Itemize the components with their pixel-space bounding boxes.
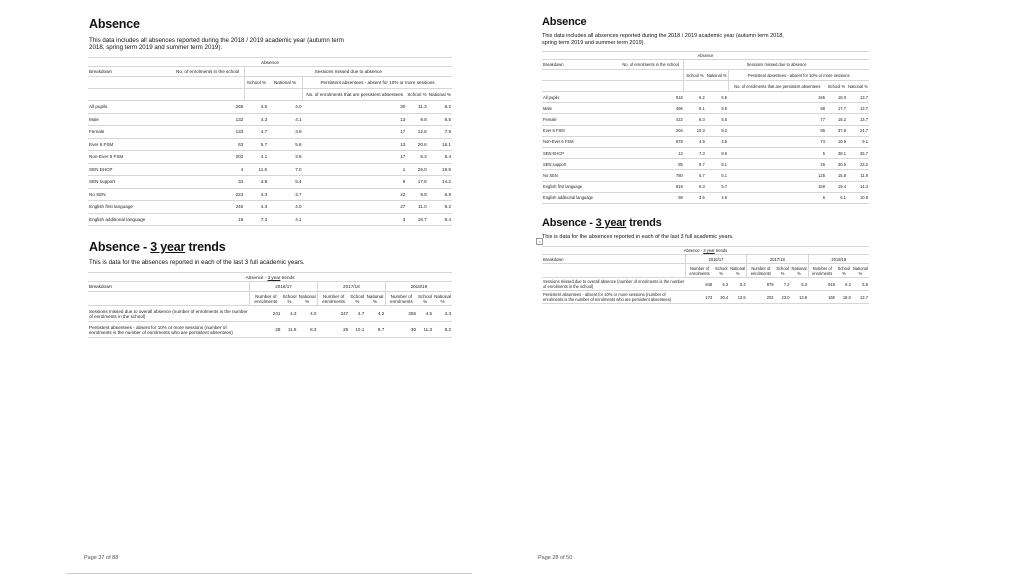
- table-row: [542, 170, 869, 181]
- cell-value: 38.1: [826, 147, 847, 158]
- cell-value: 5.4: [729, 278, 747, 291]
- row-label: Male: [88, 113, 172, 126]
- cell-value: 8.5: [428, 113, 452, 126]
- table-row: [542, 291, 869, 304]
- cell-value: 7.2: [775, 278, 791, 291]
- cell-value: 4.0: [268, 201, 302, 214]
- cell-value: 5.3: [791, 278, 809, 291]
- cell-value: 422: [618, 114, 684, 125]
- cell-value: 10.8: [847, 192, 869, 203]
- row-label: SEN EHCP: [88, 163, 172, 176]
- cell-value: 4.3: [244, 113, 268, 126]
- cell-value: 37.8: [826, 125, 847, 136]
- col-national: National %: [791, 265, 807, 276]
- cell-value: 132: [172, 113, 245, 126]
- col-breakdown: Breakdown: [88, 282, 250, 292]
- cell-value: 7.9: [428, 126, 452, 139]
- cell-value: 17: [303, 126, 407, 139]
- cell-value: 11.6: [281, 322, 297, 338]
- cell-value: 8.2: [428, 101, 452, 114]
- cell-value: 9.7: [684, 159, 706, 170]
- year-header: 2018/19: [808, 255, 869, 264]
- cell-value: 77: [728, 114, 826, 125]
- table-row: [542, 103, 869, 114]
- col-enrolments: No. of enrolments in the school: [618, 60, 684, 70]
- cell-value: 224: [172, 188, 245, 201]
- cell-value: 8.2: [428, 201, 452, 214]
- cell-value: 4.7: [349, 306, 365, 322]
- col-num: Number of enrolments: [317, 292, 349, 306]
- cell-value: 13.5: [729, 291, 747, 304]
- cell-value: 4.3: [244, 201, 268, 214]
- cell-value: 133: [172, 126, 245, 139]
- cell-value: 159: [728, 181, 826, 192]
- absence-intro: This data includes all absences reported during the 2018 / 2019 academic year (autumn term 2018, spring term 2019 and summer term 2019).: [89, 37, 344, 52]
- cell-value: 3.7: [268, 188, 302, 201]
- section-title-absence: Absence: [542, 16, 587, 28]
- cell-value: 30: [385, 322, 417, 338]
- cell-value: 13.9: [791, 291, 809, 304]
- cell-value: 26: [728, 159, 826, 170]
- cell-value: 780: [618, 170, 684, 181]
- cell-value: 18: [172, 213, 245, 226]
- cell-value: 678: [618, 136, 684, 147]
- table-row: [88, 306, 452, 322]
- col-breakdown: Breakdown: [88, 67, 172, 77]
- cell-value: 4.0: [297, 306, 317, 322]
- row-label: Male: [542, 103, 618, 114]
- col-national: National %: [298, 293, 316, 304]
- cell-value: 5.7: [706, 181, 728, 192]
- cell-value: 17.6: [406, 176, 427, 189]
- cell-value: 819: [618, 181, 684, 192]
- cell-value: 204: [618, 125, 684, 136]
- cell-value: 4.7: [244, 126, 268, 139]
- cell-value: 19.4: [826, 181, 847, 192]
- table-row: [88, 126, 452, 139]
- cell-value: 247: [317, 306, 349, 322]
- cell-value: 4.9: [684, 136, 706, 147]
- cell-value: 4.8: [244, 176, 268, 189]
- cell-value: 8.3: [297, 322, 317, 338]
- cell-value: 11.6: [244, 163, 268, 176]
- cell-value: 5.4: [428, 151, 452, 164]
- table-row: [542, 147, 869, 158]
- year-header: 2016/17: [685, 255, 746, 264]
- cell-value: 4.1: [244, 151, 268, 164]
- cell-value: 85: [618, 159, 684, 170]
- row-label: Persistent absentees - absent for 10% or more sessions (number of enrolments is the number of enrolments who are persistent absentees): [542, 291, 685, 304]
- document-page-left: [82, 0, 457, 575]
- row-label: No SEN: [542, 170, 618, 181]
- cell-value: 10.3: [684, 125, 706, 136]
- cell-value: 13.7: [847, 114, 869, 125]
- row-label: All pupils: [542, 92, 618, 103]
- cell-value: 4.0: [268, 101, 302, 114]
- cell-value: 10.1: [349, 322, 365, 338]
- cell-value: 3: [303, 213, 407, 226]
- cell-value: 23.0: [775, 291, 791, 304]
- cell-value: 25: [317, 322, 349, 338]
- cell-value: 9.8: [406, 188, 427, 201]
- cell-value: 9.8: [406, 113, 427, 126]
- cell-value: 16.7: [406, 213, 427, 226]
- trends-table-body: [542, 278, 869, 304]
- cell-value: 14.2: [428, 176, 452, 189]
- page-footer: Page 28 of 50: [538, 555, 573, 561]
- table-row: [542, 114, 869, 125]
- cell-value: 98: [618, 192, 684, 203]
- absence-table-body: [542, 92, 869, 204]
- col-school-pct2: School %: [406, 89, 427, 101]
- cell-value: 11.9: [847, 170, 869, 181]
- cell-value: 4.3: [281, 306, 297, 322]
- table-row: [542, 278, 869, 291]
- table-row: [542, 192, 869, 203]
- cell-value: 5: [728, 147, 826, 158]
- col-national: National %: [366, 293, 384, 304]
- table-row: [88, 113, 452, 126]
- cell-value: 6.3: [713, 278, 729, 291]
- col-persistent-num: No. of enrolments that are persistent absentees: [728, 81, 826, 92]
- col-num: Number of enrolments: [808, 264, 836, 278]
- col-national-pct2: National %: [847, 81, 869, 92]
- cell-value: 23.2: [847, 159, 869, 170]
- row-label: Ever 6 FSM: [542, 125, 618, 136]
- cell-value: 24.7: [847, 125, 869, 136]
- cell-value: 30.6: [826, 159, 847, 170]
- cell-value: 202: [172, 151, 245, 164]
- year-header: 2017/18: [317, 282, 385, 292]
- cell-value: 4.3: [244, 188, 268, 201]
- cell-value: 18.0: [836, 291, 852, 304]
- table-row: [88, 101, 452, 114]
- col-num: Number of enrolments: [250, 292, 282, 306]
- cell-value: 3.9: [268, 126, 302, 139]
- cell-value: 4.6: [706, 192, 728, 203]
- row-label: Female: [88, 126, 172, 139]
- cell-value: 4: [172, 163, 245, 176]
- cell-value: 74: [728, 136, 826, 147]
- cell-value: 16.1: [428, 138, 452, 151]
- cell-value: 7.3: [684, 147, 706, 158]
- cell-value: 10.9: [826, 136, 847, 147]
- table-row: [88, 151, 452, 164]
- year-header: 2016/17: [250, 282, 318, 292]
- cell-value: 4.5: [706, 136, 728, 147]
- col-num: Number of enrolments: [685, 264, 713, 278]
- cell-value: 8.1: [706, 159, 728, 170]
- cell-value: 125: [728, 170, 826, 181]
- cell-value: 4.3: [433, 306, 452, 322]
- cell-value: 6: [303, 176, 407, 189]
- cell-value: 30: [303, 101, 407, 114]
- cell-value: 173: [685, 291, 713, 304]
- cell-value: 246: [172, 201, 245, 214]
- year-header: 2017/18: [747, 255, 808, 264]
- year-header: 2018/19: [385, 282, 452, 292]
- cell-value: 11.0: [406, 201, 427, 214]
- cell-value: 27: [303, 201, 407, 214]
- cell-value: 8.6: [706, 147, 728, 158]
- cell-value: 17.7: [826, 103, 847, 114]
- cell-value: 96: [728, 125, 826, 136]
- cell-value: 7.3: [244, 213, 268, 226]
- row-label: No SEN: [88, 188, 172, 201]
- row-label: Sessions missed due to overall absence (number of enrolments is the number of enrolments in the school): [88, 306, 250, 322]
- cell-value: 20.4: [713, 291, 729, 304]
- col-school: School %: [282, 293, 297, 304]
- trends-intro: This is data for the absences reported in each of the last 3 full academic years.: [542, 234, 734, 240]
- absence-table: [542, 51, 869, 204]
- row-label: SEN support: [542, 159, 618, 170]
- cell-value: 9.1: [847, 136, 869, 147]
- row-label: English first language: [542, 181, 618, 192]
- cell-value: 13: [303, 138, 407, 151]
- table-row: [542, 136, 869, 147]
- table-caption: Absence: [542, 52, 869, 60]
- row-label: All pupils: [88, 101, 172, 114]
- cell-value: 14.3: [847, 181, 869, 192]
- cell-value: 13.7: [847, 92, 869, 103]
- cell-value: 6.3: [684, 114, 706, 125]
- absence-table: [88, 57, 452, 226]
- row-label: SEN EHCP: [542, 147, 618, 158]
- cell-value: 4.1: [268, 113, 302, 126]
- cell-value: 165: [808, 291, 836, 304]
- cell-value: 5.5: [706, 92, 728, 103]
- col-national-pct2: National %: [428, 89, 452, 101]
- cell-value: 8.4: [406, 151, 427, 164]
- table-row: [88, 322, 452, 338]
- col-sessions: Sessions missed due to absence: [684, 60, 869, 70]
- row-label: English additional language: [542, 192, 618, 203]
- trends-table-body: [88, 306, 452, 338]
- row-label: Ever 6 FSM: [88, 138, 172, 151]
- cell-value: 6.1: [684, 103, 706, 114]
- cell-value: 18.2: [826, 114, 847, 125]
- row-label: Persistent absentees - absent for 10% or more sessions (number of enrolments is the number of enrolments who are persistent absentees): [88, 322, 250, 338]
- cell-value: 19.9: [428, 163, 452, 176]
- cell-value: 13: [618, 147, 684, 158]
- col-school-pct: School %: [684, 70, 706, 81]
- row-label: Non-Ever 6 FSM: [88, 151, 172, 164]
- document-page-right: [536, 0, 876, 575]
- cell-value: 11.3: [417, 322, 433, 338]
- col-national: National %: [852, 265, 868, 276]
- cell-value: 918: [618, 92, 684, 103]
- cell-value: 6.2: [684, 92, 706, 103]
- row-label: English additional language: [88, 213, 172, 226]
- table-row: [88, 163, 452, 176]
- cell-value: 202: [747, 291, 775, 304]
- cell-value: 5.7: [684, 170, 706, 181]
- col-num: Number of enrolments: [747, 264, 775, 278]
- col-enrolments: No. of enrolments in the school: [172, 67, 245, 77]
- col-breakdown: Breakdown: [542, 60, 618, 70]
- page-divider: [66, 573, 472, 574]
- cell-value: 6: [728, 192, 826, 203]
- cell-value: 15.8: [826, 170, 847, 181]
- cell-value: 241: [250, 306, 282, 322]
- cell-value: 5.5: [706, 114, 728, 125]
- cell-value: 17: [303, 151, 407, 164]
- cell-value: 13.7: [852, 291, 869, 304]
- cell-value: 1: [303, 163, 407, 176]
- cell-value: 265: [172, 101, 245, 114]
- col-school: School %: [776, 265, 789, 276]
- col-school: School %: [350, 293, 365, 304]
- table-row: [542, 159, 869, 170]
- cell-value: 4.1: [268, 213, 302, 226]
- row-label: Non-Ever 6 FSM: [542, 136, 618, 147]
- table-caption: Absence: [88, 58, 452, 67]
- page-footer: Page 37 of 88: [84, 555, 119, 561]
- cell-value: 13.7: [847, 103, 869, 114]
- table-row: [88, 138, 452, 151]
- trends-caption: Absence - 3 year trends: [542, 247, 869, 255]
- col-persistent-num: No. of enrolments that are persistent absentees: [303, 89, 407, 101]
- table-row: [542, 125, 869, 136]
- col-school: School %: [714, 265, 728, 276]
- col-sessions: Sessions missed due to absence: [244, 67, 452, 77]
- cell-value: 34: [172, 176, 245, 189]
- cell-value: 4.5: [244, 101, 268, 114]
- cell-value: 4.2: [365, 306, 385, 322]
- cell-value: 6.1: [826, 192, 847, 203]
- table-row: [88, 213, 452, 226]
- section-title-trends: Absence - 3 year trends: [542, 217, 662, 229]
- trends-table: [88, 272, 452, 338]
- col-national: National %: [730, 265, 746, 276]
- cell-value: 25.0: [406, 163, 427, 176]
- cell-value: 5.6: [268, 138, 302, 151]
- cell-value: 5.5: [852, 278, 869, 291]
- cell-value: 8.2: [706, 125, 728, 136]
- cell-value: 22: [303, 188, 407, 201]
- table-row: [542, 181, 869, 192]
- col-num: Number of enrolments: [385, 292, 417, 306]
- cell-value: 13: [303, 113, 407, 126]
- row-label: SEN support: [88, 176, 172, 189]
- row-label: Female: [542, 114, 618, 125]
- trends-table: [542, 246, 869, 304]
- cell-value: 5.7: [244, 138, 268, 151]
- cell-value: 8.2: [433, 322, 452, 338]
- table-row: [542, 92, 869, 103]
- col-school-pct: School %: [244, 77, 268, 89]
- cell-value: 25.7: [847, 147, 869, 158]
- row-label: English first language: [88, 201, 172, 214]
- cell-value: 8.7: [365, 322, 385, 338]
- cell-value: 88: [728, 103, 826, 114]
- cell-value: 63: [172, 138, 245, 151]
- cell-value: 5.1: [706, 170, 728, 181]
- col-national-pct: National %: [268, 77, 302, 89]
- cell-value: 879: [747, 278, 775, 291]
- col-national: National %: [434, 293, 451, 304]
- col-persistent: Persistent absentees - absent for 10% or more sessions: [728, 70, 869, 81]
- col-breakdown: Breakdown: [542, 255, 685, 264]
- cell-value: 5.4: [268, 176, 302, 189]
- cell-value: 20.6: [406, 138, 427, 151]
- cell-value: 6.2: [836, 278, 852, 291]
- table-row: [88, 176, 452, 189]
- col-national-pct: National %: [706, 70, 728, 81]
- cell-value: 18.0: [826, 92, 847, 103]
- cell-value: 265: [385, 306, 417, 322]
- section-title-trends: Absence - 3 year trends: [89, 240, 226, 254]
- cell-value: 12.8: [406, 126, 427, 139]
- cell-value: 3.5: [684, 192, 706, 203]
- cell-value: 6.3: [684, 181, 706, 192]
- cell-value: 165: [728, 92, 826, 103]
- cell-value: 496: [618, 103, 684, 114]
- absence-intro: This data includes all absences reported during the 2018 / 2019 academic year (autumn term 2018, spring term 2019 and summer term 2019).: [542, 33, 784, 46]
- cell-value: 6.8: [428, 188, 452, 201]
- cell-value: 11.3: [406, 101, 427, 114]
- cell-value: 28: [250, 322, 282, 338]
- col-school: School %: [418, 293, 433, 304]
- cell-value: 3.5: [268, 151, 302, 164]
- absence-table-body: [88, 101, 452, 226]
- col-persistent: Persistent absentees - absent for 10% or more sessions: [303, 77, 452, 89]
- col-school-pct2: School %: [826, 81, 847, 92]
- row-label: Sessions missed due to overall absence (number of enrolments is the number of enrolments in the school): [543, 279, 685, 289]
- trends-caption: Absence - 3 year trends: [88, 273, 452, 282]
- table-row: [88, 201, 452, 214]
- section-title-absence: Absence: [89, 17, 140, 31]
- cell-value: 918: [808, 278, 836, 291]
- cell-value: 4.5: [417, 306, 433, 322]
- cell-value: 7.0: [268, 163, 302, 176]
- cell-value: 848: [685, 278, 713, 291]
- table-move-handle-icon[interactable]: +: [536, 238, 543, 245]
- table-row: [88, 188, 452, 201]
- cell-value: 5.5: [706, 103, 728, 114]
- cell-value: 8.4: [428, 213, 452, 226]
- col-school: School %: [837, 265, 851, 276]
- trends-intro: This is data for the absences reported in each of the last 3 full academic years.: [89, 259, 305, 266]
